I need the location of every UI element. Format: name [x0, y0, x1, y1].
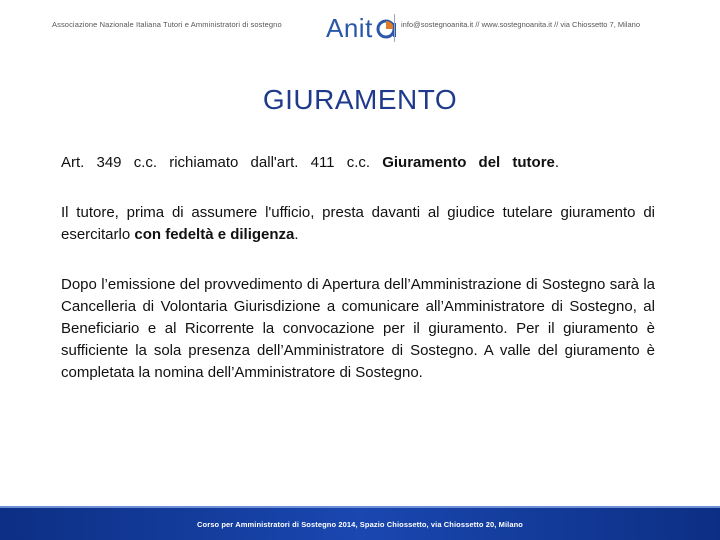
slide-title: GIURAMENTO: [262, 84, 458, 115]
p2-end: .: [294, 226, 299, 243]
p1-end: .: [554, 154, 560, 171]
footer-accent-line: [0, 506, 720, 508]
p1-lead: Art. 349 c.c. richiamato dall'art. 411 c.c.: [61, 154, 383, 171]
paragraph-article-reference: [61, 152, 655, 174]
header-divider: [394, 14, 395, 42]
logo-text: Anit: [326, 13, 373, 43]
slide-footer: [0, 506, 720, 540]
p2-bold: con fedeltà e diligenza: [134, 226, 295, 243]
paragraph-procedure: Dopo l’emissione del provvedimento di Apertura dell’Amministrazione di Sostegno sarà la Cancelleria di Volontaria Giurisdizione a comunicare all’Amministratore di Sostegno, al Beneficiario e al Ricorrente la convocazione per il giuramento. Per il giuramento è sufficiente la sola presenza dell’Amministratore di Sostegno. A valle del giuramento è completata la nomina dell’Amministratore di Sostegno.: [61, 276, 655, 381]
footer-text: Corso per Amministratori di Sostegno 2014, Spazio Chiossetto, via Chiossetto 20, Milano: [197, 520, 523, 529]
logo-a-mark-icon: [374, 15, 400, 41]
slide-header: [0, 8, 720, 50]
association-name: Associazione Nazionale Italiana Tutori e Amministratori di sostegno: [52, 20, 282, 29]
p2-lead: Il tutore, prima di assumere l'ufficio, presta davanti al giudice tutelare giuramento di esercitarlo: [61, 204, 655, 243]
p1-bold: Giuramento del tutore: [382, 154, 555, 171]
paragraph-oath-description: [61, 202, 655, 246]
anita-logo: [326, 10, 400, 46]
contact-info: info@sostegnoanita.it // www.sostegnoanita.it // via Chiossetto 7, Milano: [401, 20, 640, 29]
